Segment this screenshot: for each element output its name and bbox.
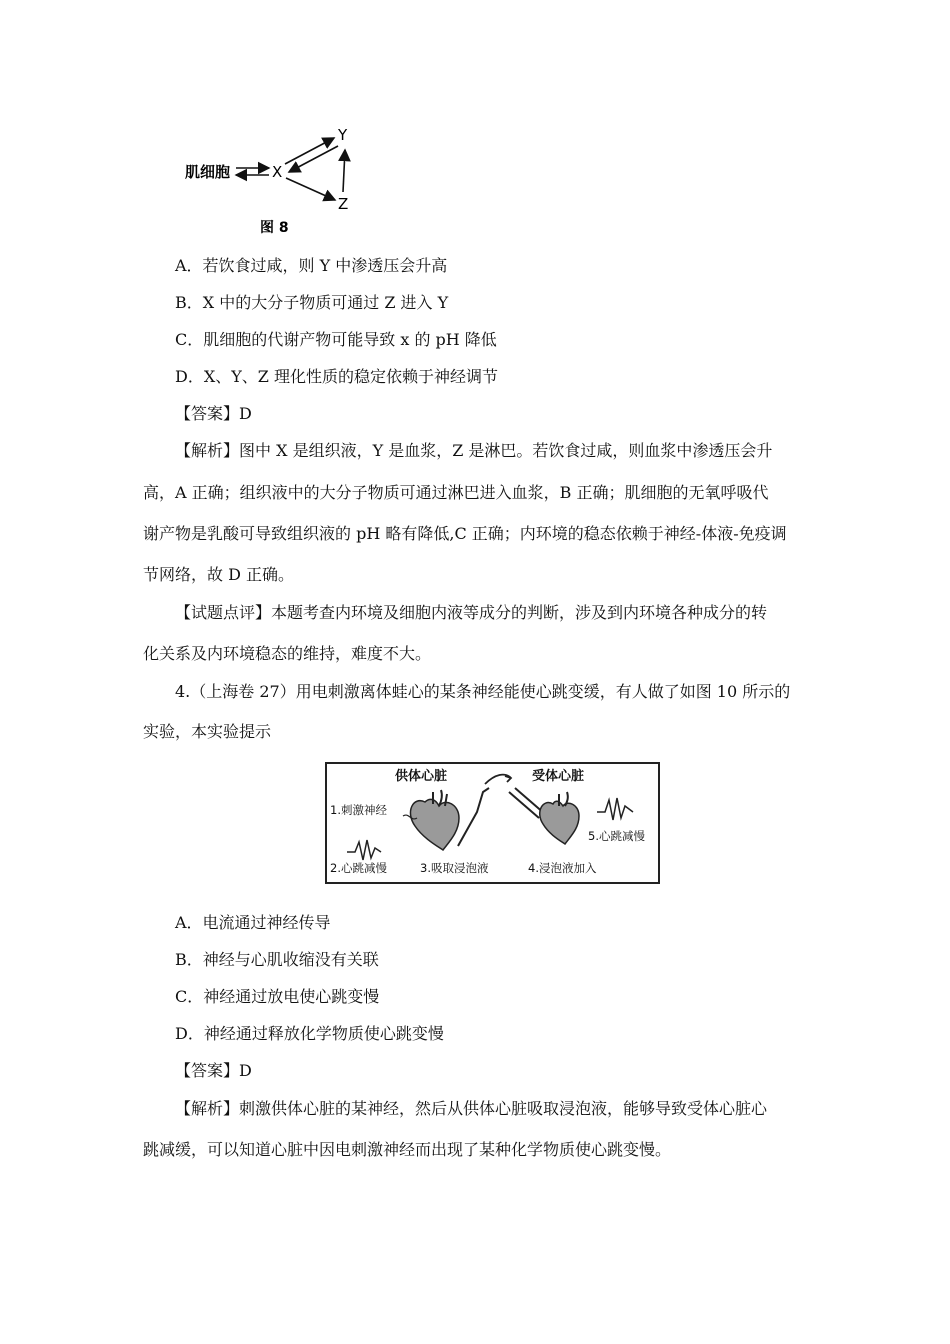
q4-option-b: B．神经与心肌收缩没有关联 [175,950,379,969]
q3-analysis-line-1: 【解析】图中 X 是组织液，Y 是血浆，Z 是淋巴。若饮食过咸，则血浆中渗透压会升 [175,441,773,460]
q3-option-c: C．肌细胞的代谢产物可能导致 x 的 pH 降低 [175,330,497,349]
q3-analysis-line-4: 节网络，故 D 正确。 [143,565,295,584]
step-2-label: 2.心跳减慢 [330,861,387,875]
recipient-heart-label: 受体心脏 [532,769,585,784]
step-5-label: 5.心跳减慢 [588,829,645,843]
q3-comment-line-2: 化关系及内环境稳态的维持，难度不大。 [143,644,432,663]
q4-option-c: C．神经通过放电使心跳变慢 [175,987,380,1006]
arrow-x-to-y [285,138,334,164]
step-3-label: 3.吸取浸泡液 [420,861,489,875]
q4-stem-line-1: 4.（上海卷 27）用电刺激离体蛙心的某条神经能使心跳变缓，有人做了如图 10 所示的 [175,682,791,701]
node-z-label: Z [338,195,349,213]
muscle-cell-label: 肌细胞 [185,163,231,181]
step-4-label: 4.浸泡液加入 [528,861,597,875]
q3-answer: 【答案】D [175,404,252,423]
q4-answer: 【答案】D [175,1061,252,1080]
q3-analysis-line-2: 高，A 正确；组织液中的大分子物质可通过淋巴进入血浆，B 正确；肌细胞的无氧呼吸代 [143,483,769,502]
q3-option-d: D．X、Y、Z 理化性质的稳定依赖于神经调节 [175,367,498,386]
q3-analysis-line-3: 谢产物是乳酸可导致组织液的 pH 略有降低,C 正确；内环境的稳态依赖于神经-体液-免疫调 [143,524,787,543]
node-y-label: Y [338,126,348,144]
donor-heart-label: 供体心脏 [395,769,448,784]
arrow-z-to-y [343,150,345,192]
arrow-x-to-z [286,178,335,200]
q4-analysis-line-2: 跳减缓，可以知道心脏中因电刺激神经而出现了某种化学物质使心跳变慢。 [143,1140,672,1159]
figure-10-experiment [325,762,660,884]
node-x-label: X [272,163,283,181]
q4-stem-line-2: 实验，本实验提示 [143,722,272,741]
q3-option-a: A．若饮食过咸，则 Y 中渗透压会升高 [175,256,448,275]
step-1-label: 1.刺激神经 [330,803,387,817]
q3-option-b: B．X 中的大分子物质可通过 Z 进入 Y [175,293,449,312]
figure-8-caption: 图 8 [260,220,289,236]
figure-8-diagram [180,122,380,242]
q4-option-a: A．电流通过神经传导 [175,913,331,932]
q4-option-d: D．神经通过释放化学物质使心跳变慢 [175,1024,444,1043]
arrow-y-to-x [289,146,338,172]
q3-comment-line-1: 【试题点评】本题考查内环境及细胞内液等成分的判断，涉及到内环境各种成分的转 [175,603,768,622]
q4-analysis-line-1: 【解析】刺激供体心脏的某神经，然后从供体心脏吸取浸泡液，能够导致受体心脏心 [175,1099,768,1118]
